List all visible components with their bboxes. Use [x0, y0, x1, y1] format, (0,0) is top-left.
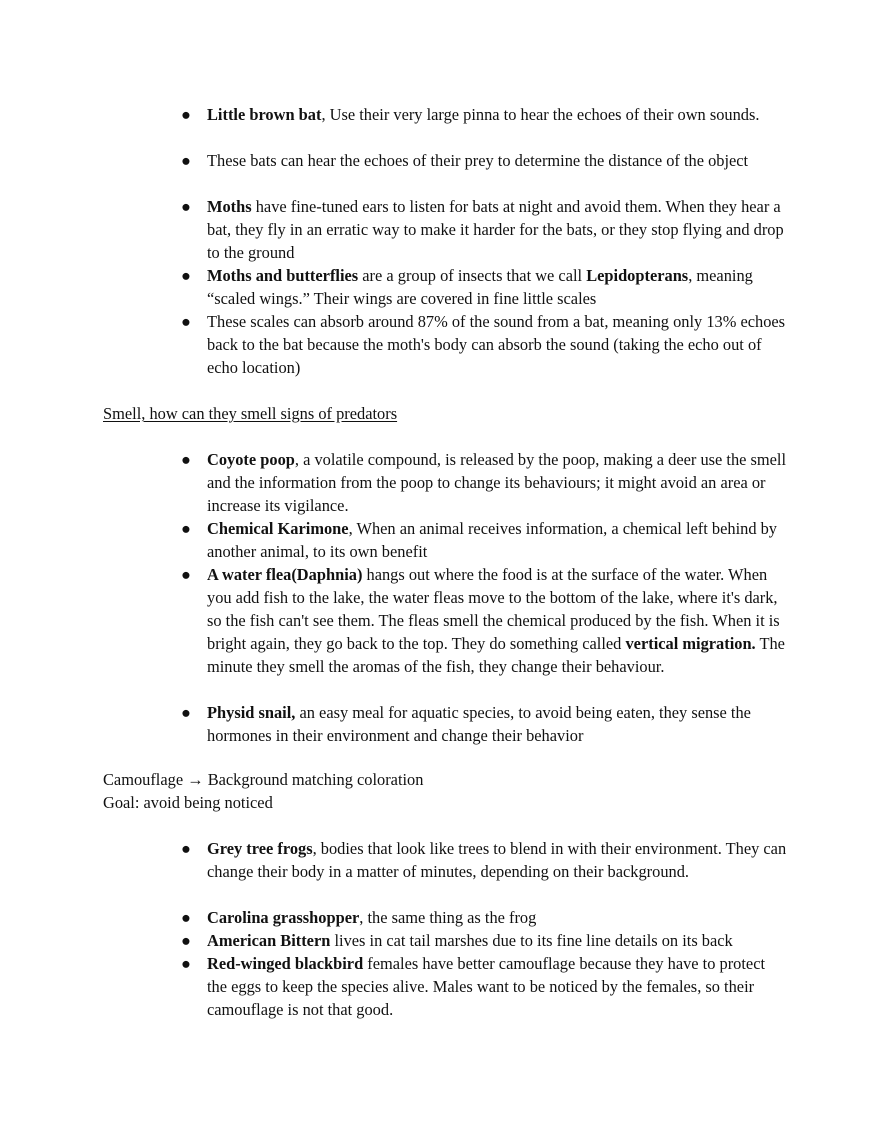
- bullet-icon: ●: [181, 197, 191, 216]
- bullet-icon: ●: [181, 312, 191, 331]
- section-heading-smell: Smell, how can they smell signs of predators: [103, 404, 398, 423]
- list-item: ● Carolina grasshopper, the same thing as the frog: [181, 908, 537, 927]
- bullet-icon: ●: [181, 266, 191, 285]
- list-item: ● A water flea(Daphnia) hangs out where the food is at the surface of the water. When you add fish to the lake, the water fleas move to the bottom of the lake, where it's dark, so the fish can't see them. The fleas smell the chemical produced by the fish. When it is bright again, they go back to the top. They do something called vertical migration. The minute they smell the aromas of the fish, they change their behaviour.: [181, 565, 785, 676]
- bullet-icon: ●: [181, 908, 191, 927]
- list-item: ● Physid snail, an easy meal for aquatic species, to avoid being eaten, they sense the hormones in their environment and change their behavior: [181, 703, 751, 745]
- list-item: ● Moths have fine-tuned ears to listen for bats at night and avoid them. When they hear a bat, they fly in an erratic way to make it harder for the bats, or they stop flying and drop to the ground: [181, 197, 784, 262]
- list-item: ● Coyote poop, a volatile compound, is released by the poop, making a deer use the smell and the information from the poop to change its behaviours; it might avoid an area or increase its vigilance.: [181, 450, 787, 515]
- list-item: ● Moths and butterflies are a group of insects that we call Lepidopterans, meaning “scaled wings.” Their wings are covered in fine little scales: [181, 266, 753, 308]
- bullet-icon: ●: [181, 839, 191, 858]
- bullet-icon: ●: [181, 954, 191, 973]
- camouflage-heading: Camouflage → Background matching coloration: [103, 770, 424, 789]
- bullet-icon: ●: [181, 519, 191, 538]
- list-item: ● Grey tree frogs, bodies that look like trees to blend in with their environment. They can change their body in a matter of minutes, depending on their background.: [181, 839, 787, 881]
- list-item: ● American Bittern lives in cat tail marshes due to its fine line details on its back: [181, 931, 733, 950]
- bullet-icon: ●: [181, 703, 191, 722]
- bullet-icon: ●: [181, 450, 191, 469]
- bullet-icon: ●: [181, 151, 191, 170]
- bullet-icon: ●: [181, 565, 191, 584]
- bullet-icon: ●: [181, 105, 191, 124]
- bullet-icon: ●: [181, 931, 191, 950]
- goal-line: Goal: avoid being noticed: [103, 793, 273, 812]
- list-item: ● Red-winged blackbird females have better camouflage because they have to protect the eggs to keep the species alive. Males want to be noticed by the females, so their camouflage is not that good.: [181, 954, 766, 1019]
- list-item: ● These scales can absorb around 87% of the sound from a bat, meaning only 13% echoes back to the bat because the moth's body can absorb the sound (taking the echo out of echo location): [181, 312, 786, 377]
- list-item: ● Chemical Karimone, When an animal receives information, a chemical left behind by another animal, to its own benefit: [181, 519, 777, 561]
- list-item: ● Little brown bat, Use their very large pinna to hear the echoes of their own sounds.: [181, 105, 760, 124]
- list-item: ● These bats can hear the echoes of their prey to determine the distance of the object: [181, 151, 749, 170]
